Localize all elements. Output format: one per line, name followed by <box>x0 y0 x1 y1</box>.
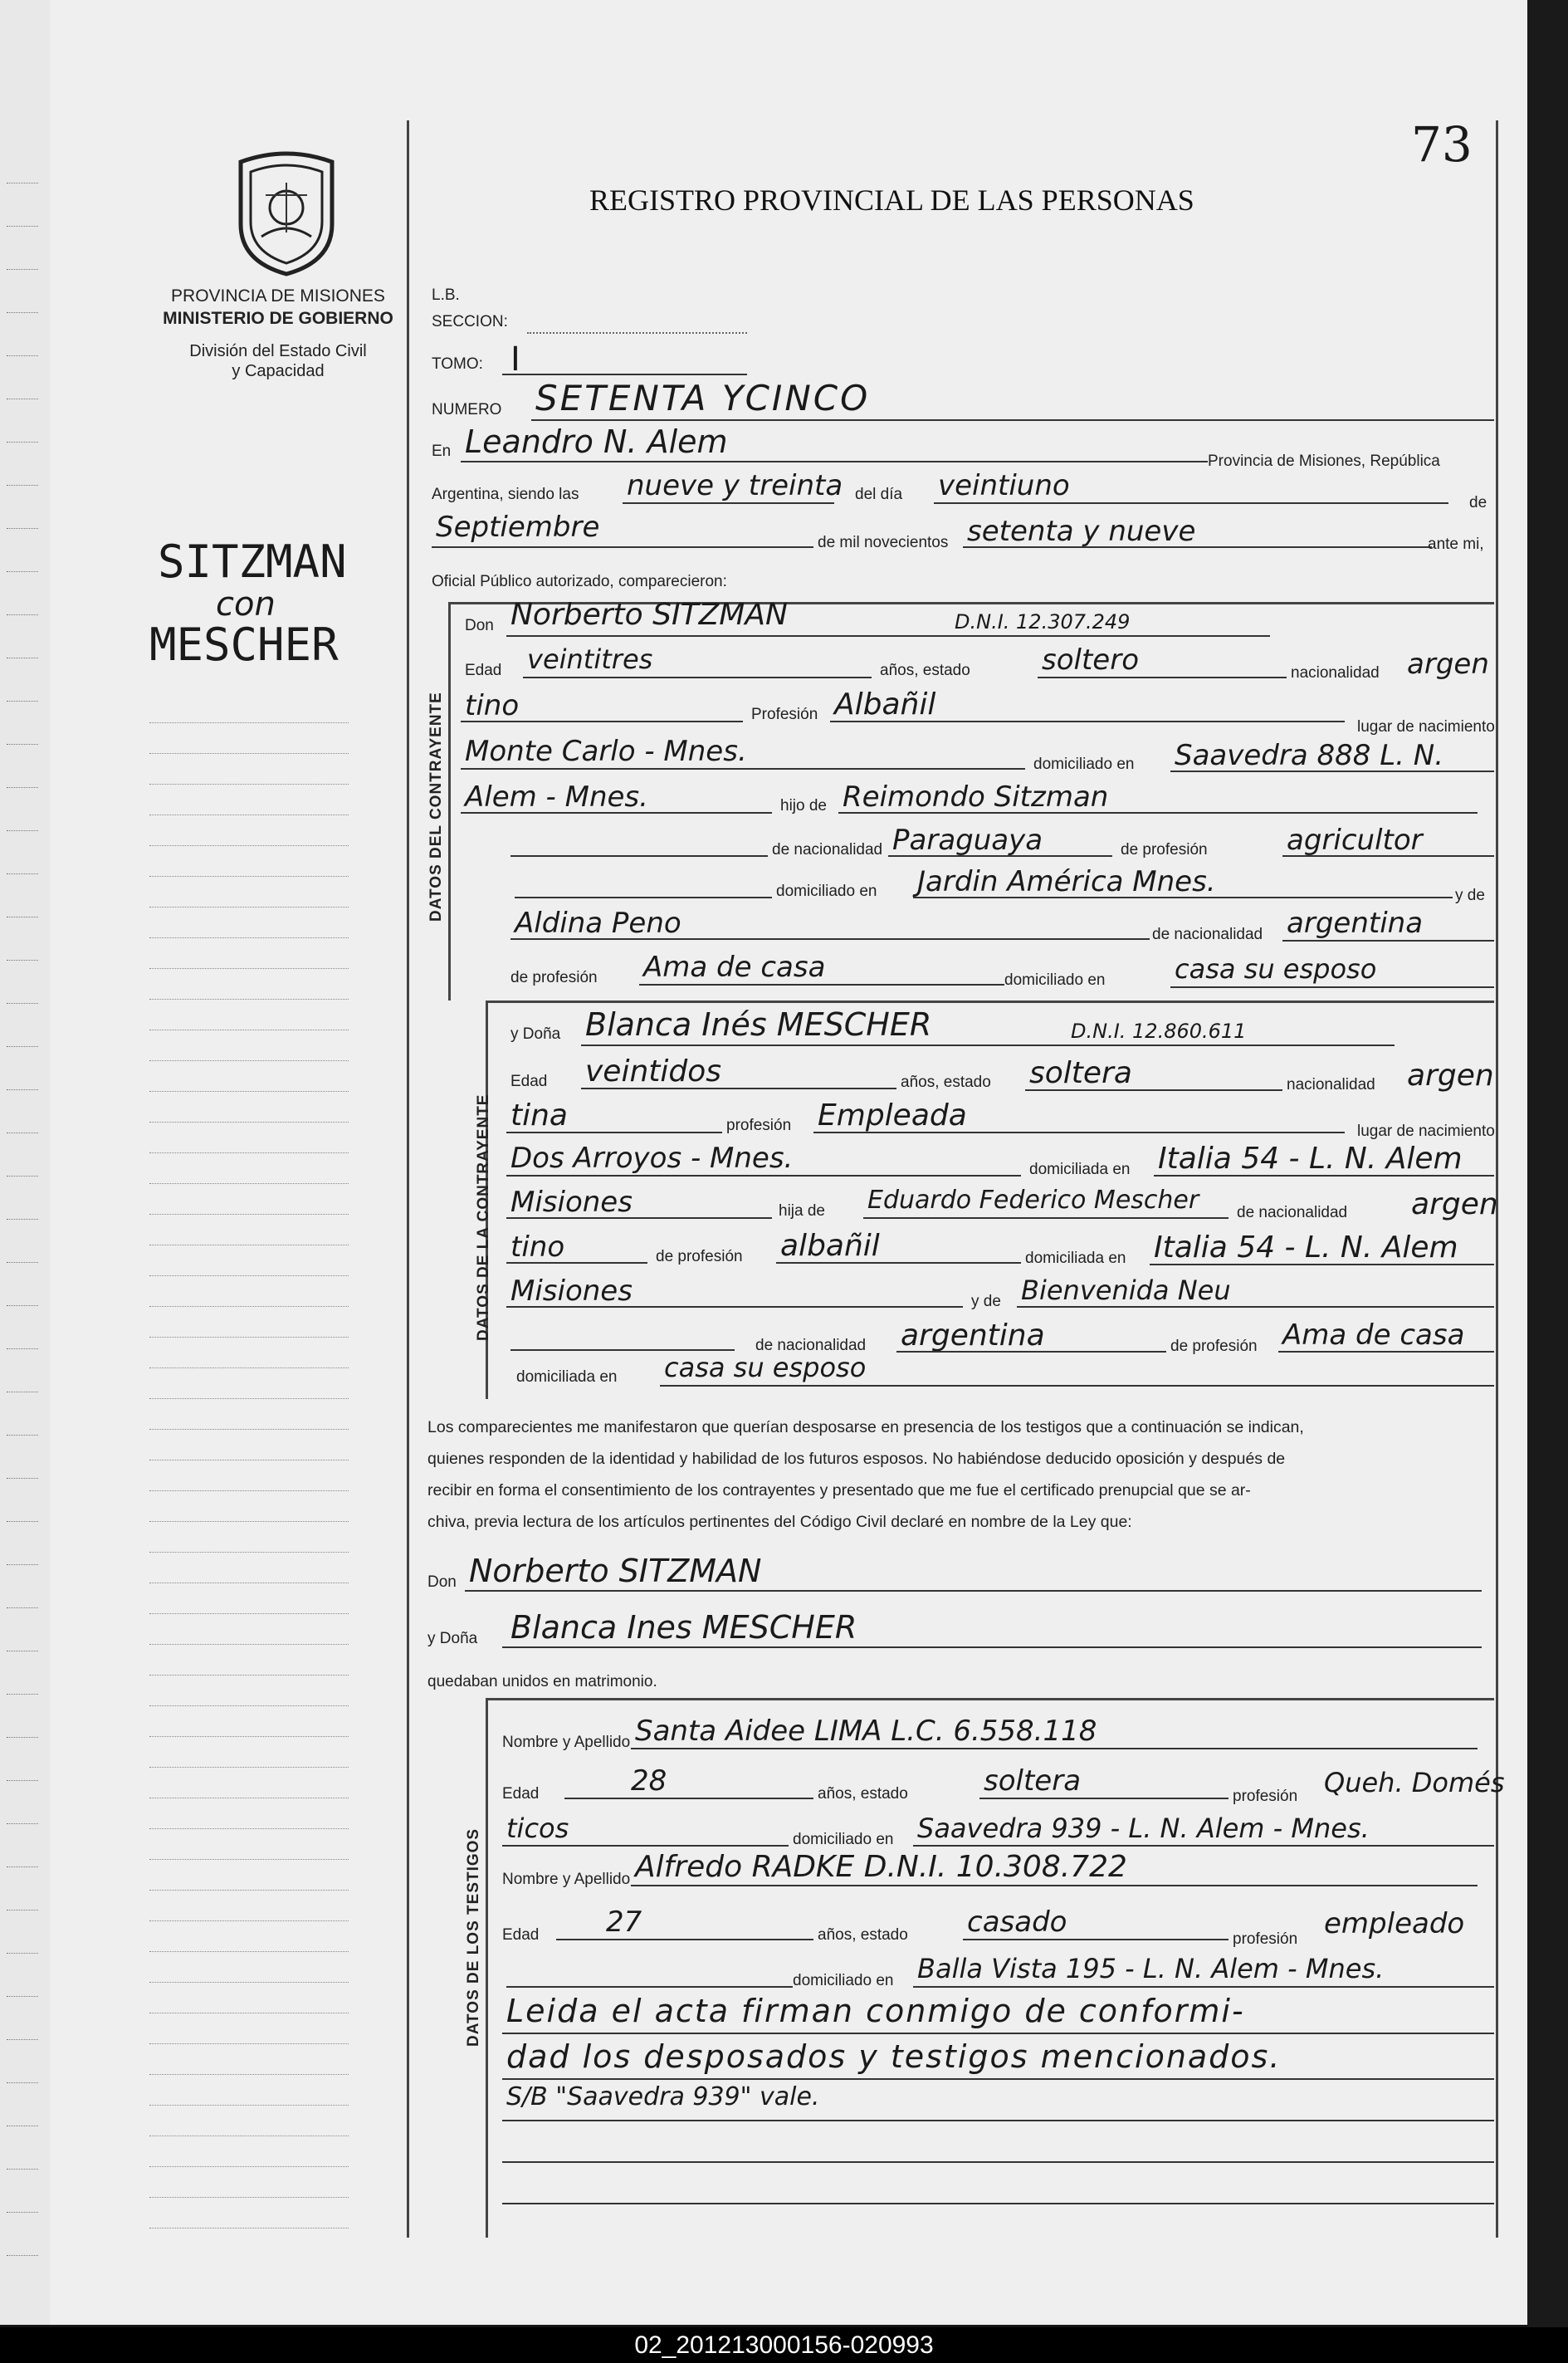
margin-ruled-line <box>149 1890 349 1891</box>
edge-ruled-line <box>7 1046 38 1047</box>
edge-ruled-line <box>7 701 38 702</box>
closing-note-2: dad los desposados y testigos mencionados. <box>506 2038 1282 2075</box>
edge-ruled-line <box>7 2255 38 2256</box>
edge-ruled-line <box>7 1823 38 1824</box>
groom-profesion-label: Profesión <box>751 706 818 723</box>
witness1-domiciliado-label: domiciliado en <box>793 1831 894 1848</box>
margin-ruled-line <box>149 1951 349 1952</box>
groom-de-profesion-label: de profesión <box>1121 841 1208 859</box>
groom-de-nacionalidad-label: de nacionalidad <box>772 841 883 859</box>
declaration-line-4: chiva, previa lectura de los artículos pertinentes del Código Civil declaré en nombre de la Ley que: <box>427 1513 1132 1531</box>
witness2-edad-label: Edad <box>502 1926 540 1944</box>
margin-ruled-line <box>149 1091 349 1092</box>
margin-ruled-line <box>149 1490 349 1491</box>
bride-nacionalidad-a: argen <box>1407 1059 1494 1093</box>
bride-lugar: Dos Arroyos - Mnes. <box>510 1142 794 1175</box>
edge-ruled-line <box>7 1262 38 1263</box>
groom-padre: Reimondo Sitzman <box>843 780 1109 814</box>
witness1-profesion-b: ticos <box>506 1813 569 1844</box>
bride-madre-domicilio: casa su esposo <box>664 1352 867 1383</box>
bride-anos-estado: años, estado <box>901 1074 991 1091</box>
bride-padre-dom-line <box>1150 1264 1494 1265</box>
edge-ruled-line <box>7 1607 38 1608</box>
declaration-line-3: recibir en forma el consentimiento de los contrayentes y presentado que me fue el certificado prenupcial que se ar- <box>427 1481 1251 1500</box>
main-divider <box>407 120 409 2238</box>
anio-line <box>963 546 1432 548</box>
witness2-domiciliado-label: domiciliado en <box>793 1972 894 1989</box>
margin-ruled-line <box>149 1152 349 1153</box>
groom-madre: Aldina Peno <box>515 907 681 940</box>
bride-domicilio-b-line <box>506 1217 772 1219</box>
page-number: 73 <box>1411 116 1473 173</box>
margin-ruled-line <box>149 2074 349 2075</box>
margin-note-bride: MESCHER <box>149 619 339 671</box>
witness2-dom-pre-line <box>506 1986 793 1988</box>
bride-madre-dom-line <box>660 1385 1494 1387</box>
margin-ruled-line <box>149 1060 349 1061</box>
edge-ruled-line <box>7 2169 38 2170</box>
bride-edad-line <box>581 1088 896 1089</box>
bride-padre-prof-line <box>776 1262 1021 1264</box>
register-sheet <box>50 0 1527 2325</box>
groom-padre-dom-pre <box>515 897 772 898</box>
witness-side-label: DATOS DE LOS TESTIGOS <box>465 1827 482 2047</box>
witness2-domicilio: Balla Vista 195 - L. N. Alem - Mnes. <box>917 1953 1385 1984</box>
bride-padre-line <box>863 1217 1229 1219</box>
binding-edge <box>1527 0 1568 2327</box>
margin-ruled-line <box>149 1306 349 1307</box>
bride-profesion-label: profesión <box>726 1117 792 1134</box>
edge-ruled-line <box>7 1003 38 1004</box>
closing-note-1: Leida el acta firman conmigo de conformi- <box>506 1993 1245 2029</box>
groom-madre-profesion: Ama de casa <box>643 951 826 984</box>
bride-madre-nac-line <box>896 1351 1166 1353</box>
en-value: Leandro N. Alem <box>465 423 728 460</box>
de-label: de <box>1469 494 1487 511</box>
margin-ruled-line <box>149 845 349 846</box>
edge-ruled-line <box>7 1176 38 1177</box>
witness-block-top <box>486 1698 1494 1700</box>
edge-ruled-line <box>7 1996 38 1997</box>
margin-ruled-line <box>149 1644 349 1645</box>
witness2-anos-estado: años, estado <box>818 1926 908 1944</box>
provincial-seal-icon <box>224 145 349 278</box>
bride-name-line <box>581 1045 1395 1046</box>
right-border <box>1496 120 1498 2238</box>
groom-padre-nacionalidad: Paraguaya <box>892 824 1043 857</box>
bride-estado: soltera <box>1029 1056 1132 1090</box>
witness1-edad-label: Edad <box>502 1785 540 1803</box>
witness1-nombre: Santa Aidee LIMA L.C. 6.558.118 <box>635 1715 1097 1748</box>
groom-padre-profesion: agricultor <box>1287 824 1423 857</box>
adjacent-page-edge <box>0 0 52 2325</box>
margin-ruled-line <box>149 2105 349 2106</box>
edge-ruled-line <box>7 744 38 745</box>
declaration-dona-value: Blanca Ines MESCHER <box>510 1609 857 1646</box>
edge-ruled-line <box>7 355 38 356</box>
edge-ruled-line <box>7 1219 38 1220</box>
declaration-line-1: Los comparecientes me manifestaron que querían desposarse en presencia de los testigos que a continuación se indican, <box>427 1418 1304 1436</box>
margin-ruled-line <box>149 1613 349 1614</box>
bride-madre-pre-line <box>510 1349 735 1351</box>
groom-padre-prof-line <box>1282 855 1494 857</box>
bride-de-profesion-label: de profesión <box>656 1248 743 1265</box>
groom-edad: veintitres <box>527 643 653 675</box>
margin-ruled-line <box>149 1828 349 1829</box>
bride-profesion-line <box>813 1132 1345 1133</box>
groom-estado-line <box>1038 677 1287 678</box>
groom-anos-estado: años, estado <box>880 662 970 679</box>
closing-note-3-line <box>502 2120 1494 2121</box>
bride-dni: D.N.I. 12.860.611 <box>1071 1020 1247 1043</box>
bride-de-nacionalidad-label: de nacionalidad <box>1237 1204 1348 1221</box>
witness2-dom-line <box>913 1986 1494 1988</box>
bride-padre-profesion: albañil <box>780 1229 880 1263</box>
en-line <box>461 461 1208 462</box>
margin-note-con: con <box>216 585 276 624</box>
bride-padre-domicilio-b: Misiones <box>510 1274 633 1308</box>
margin-ruled-line <box>149 1183 349 1184</box>
ministry-name: MINISTERIO DE GOBIERNO <box>163 309 393 328</box>
witness1-edad: 28 <box>631 1764 667 1798</box>
closing-note-1-line <box>502 2033 1494 2034</box>
mes-value: Septiembre <box>436 511 600 544</box>
witness2-nombre-line <box>631 1885 1478 1886</box>
seccion-label: SECCION: <box>432 313 508 330</box>
bride-profesion: Empleada <box>818 1098 967 1133</box>
witness1-nombre-line <box>631 1748 1478 1749</box>
witness2-nombre: Alfredo RADKE D.N.I. 10.308.722 <box>635 1850 1127 1884</box>
groom-edad-label: Edad <box>465 662 502 679</box>
edge-ruled-line <box>7 1435 38 1436</box>
bride-madre-line <box>1017 1306 1494 1308</box>
edge-ruled-line <box>7 960 38 961</box>
witness2-profesion: empleado <box>1324 1907 1465 1940</box>
margin-ruled-line <box>149 1122 349 1123</box>
groom-madre-nac-line <box>1282 940 1494 942</box>
margin-ruled-line <box>149 937 349 938</box>
bride-padre-dom-b-line <box>506 1306 963 1308</box>
groom-padre-line2 <box>510 855 768 857</box>
groom-profesion-line <box>830 721 1345 722</box>
margin-ruled-line <box>149 1920 349 1921</box>
bride-domicilio-line <box>1154 1175 1494 1177</box>
margin-ruled-line <box>149 876 349 877</box>
edge-ruled-line <box>7 1564 38 1565</box>
groom-padre-nac-line <box>888 855 1112 857</box>
margin-ruled-line <box>149 1705 349 1706</box>
margin-ruled-line <box>149 753 349 754</box>
groom-nacionalidad-a: argen <box>1407 648 1489 681</box>
bride-side-label: DATOS DE LA CONTRAYENTE <box>475 1093 492 1341</box>
bride-madre-nac-label: de nacionalidad <box>755 1337 867 1354</box>
edge-ruled-line <box>7 830 38 831</box>
edge-ruled-line <box>7 2039 38 2040</box>
witness1-dom-line <box>913 1845 1494 1847</box>
groom-madre-domiciliado-label: domiciliado en <box>1004 971 1106 989</box>
witness2-nombre-label: Nombre y Apellido <box>502 1871 631 1888</box>
bride-madre-prof-line <box>1278 1351 1494 1353</box>
bride-nacionalidad-label: nacionalidad <box>1287 1076 1375 1093</box>
numero-label: NUMERO <box>432 401 502 418</box>
margin-ruled-line <box>149 1767 349 1768</box>
margin-ruled-line <box>149 1552 349 1553</box>
edge-ruled-line <box>7 571 38 572</box>
division-capacity: y Capacidad <box>232 362 325 380</box>
tomo-line <box>502 374 747 375</box>
bride-madre-prof-label: de profesión <box>1170 1338 1258 1355</box>
groom-lugar: Monte Carlo - Mnes. <box>465 735 747 768</box>
bride-padre-domiciliada-label: domiciliada en <box>1025 1250 1126 1267</box>
closing-note-3: S/B "Saavedra 939" vale. <box>506 2082 820 2111</box>
witness1-domicilio: Saavedra 939 - L. N. Alem - Mnes. <box>917 1813 1370 1844</box>
groom-madre-line <box>510 938 1150 940</box>
witness1-anos-estado: años, estado <box>818 1785 908 1803</box>
edge-ruled-line <box>7 1089 38 1090</box>
declaration-don-label: Don <box>427 1573 457 1591</box>
seccion-line <box>527 332 747 334</box>
bride-domicilio-a: Italia 54 - L. N. Alem <box>1158 1142 1463 1176</box>
groom-nacionalidad-b: tino <box>465 689 520 722</box>
groom-nac-line <box>461 721 743 722</box>
edge-ruled-line <box>7 269 38 270</box>
witness2-estado: casado <box>967 1906 1067 1939</box>
groom-padre-domicilio: Jardin América Mnes. <box>917 865 1216 898</box>
margin-ruled-line <box>149 1675 349 1676</box>
margin-ruled-line <box>149 784 349 785</box>
edge-ruled-line <box>7 2082 38 2083</box>
bride-madre: Bienvenida Neu <box>1021 1274 1231 1306</box>
bride-hija-label: hija de <box>779 1202 825 1220</box>
provincia-text: Provincia de Misiones, República <box>1208 453 1440 470</box>
bride-padre: Eduardo Federico Mescher <box>867 1186 1199 1215</box>
dia-line <box>934 502 1448 504</box>
witness-block-left <box>486 1698 488 2238</box>
groom-edad-line <box>523 677 872 678</box>
groom-padre-domiciliado-label: domiciliado en <box>776 883 877 900</box>
ante-mi: ante mi, <box>1428 536 1484 553</box>
margin-ruled-line <box>149 1982 349 1983</box>
groom-dni: D.N.I. 12.307.249 <box>955 610 1131 634</box>
margin-ruled-line <box>149 2197 349 2198</box>
edge-ruled-line <box>7 1737 38 1738</box>
edge-ruled-line <box>7 1953 38 1954</box>
del-dia-label: del día <box>855 486 903 503</box>
hora-value: nueve y treinta <box>627 469 843 502</box>
margin-ruled-line <box>149 2043 349 2044</box>
lb-label: L.B. <box>432 286 460 304</box>
declaration-don-value: Norberto SITZMAN <box>469 1553 762 1589</box>
margin-ruled-line <box>149 1275 349 1276</box>
bride-madre-nacionalidad: argentina <box>901 1318 1045 1353</box>
witness1-profesion-label: profesión <box>1233 1788 1298 1805</box>
groom-padre-line <box>838 812 1478 814</box>
groom-lugar-line <box>461 768 1025 770</box>
margin-ruled-line <box>149 722 349 723</box>
en-label: En <box>432 443 452 460</box>
edge-ruled-line <box>7 1694 38 1695</box>
margin-ruled-line <box>149 1429 349 1430</box>
witness2-estado-line <box>963 1939 1229 1940</box>
edge-ruled-line <box>7 442 38 443</box>
closing-note-2-line <box>502 2078 1494 2080</box>
tomo-value: I <box>510 340 520 379</box>
bride-padre-nac-line <box>506 1262 647 1264</box>
groom-estado: soltero <box>1042 643 1139 677</box>
file-id-caption: 02_201213000156-020993 <box>0 2327 1568 2363</box>
edge-ruled-line <box>7 485 38 486</box>
edge-ruled-line <box>7 1478 38 1479</box>
bride-name: Blanca Inés MESCHER <box>585 1006 932 1043</box>
bride-padre-nacionalidad-b: tino <box>510 1230 565 1264</box>
witness1-estado: soltera <box>984 1764 1082 1798</box>
margin-ruled-line <box>149 1521 349 1522</box>
groom-name-line <box>506 635 1270 637</box>
margin-ruled-line <box>149 1859 349 1860</box>
edge-ruled-line <box>7 312 38 313</box>
groom-domiciliado-label: domiciliado en <box>1033 756 1135 773</box>
edge-ruled-line <box>7 873 38 874</box>
margin-note-groom: SITZMAN <box>158 536 347 588</box>
groom-nacionalidad-label: nacionalidad <box>1291 664 1380 682</box>
declaration-closing: quedaban unidos en matrimonio. <box>427 1673 657 1690</box>
edge-ruled-line <box>7 1521 38 1522</box>
bride-block-top <box>486 1000 1494 1003</box>
hora-line <box>623 502 834 504</box>
declaration-line-2: quienes responden de la identidad y habilidad de los futuros esposos. No habiéndose deducido oposición y después de <box>427 1450 1286 1468</box>
groom-side-label: DATOS DEL CONTRAYENTE <box>427 692 445 922</box>
groom-profesion: Albañil <box>834 687 936 722</box>
page-title: REGISTRO PROVINCIAL DE LAS PERSONAS <box>589 183 1194 217</box>
division-name: División del Estado Civil <box>189 342 367 360</box>
mes-line <box>432 546 813 548</box>
bride-lugar-line <box>506 1175 1021 1177</box>
edge-ruled-line <box>7 2212 38 2213</box>
tomo-label: TOMO: <box>432 355 483 373</box>
bride-nac-line <box>506 1132 722 1133</box>
edge-ruled-line <box>7 528 38 529</box>
groom-madre-domicilio: casa su esposo <box>1175 953 1377 985</box>
de-mil-label: de mil novecientos <box>818 534 949 551</box>
groom-lugar-label: lugar de nacimiento <box>1357 718 1495 736</box>
bride-padre-domicilio-a: Italia 54 - L. N. Alem <box>1154 1230 1458 1265</box>
blank-line-1 <box>502 2161 1494 2163</box>
groom-madre-prof-line <box>639 984 1004 986</box>
blank-line-2 <box>502 2203 1494 2204</box>
edge-ruled-line <box>7 787 38 788</box>
groom-madre-dom-line <box>1170 986 1494 988</box>
numero-value: SETENTA YCINCO <box>535 378 871 418</box>
edge-ruled-line <box>7 226 38 227</box>
margin-ruled-line <box>149 999 349 1000</box>
witness1-estado-line <box>979 1798 1229 1799</box>
witness2-edad-line <box>556 1939 813 1940</box>
bride-dona-label: y Doña <box>510 1025 561 1043</box>
groom-don-label: Don <box>465 617 494 634</box>
groom-domicilio-line <box>1170 771 1494 772</box>
bride-y-de: y de <box>971 1293 1001 1310</box>
declaration-don-line <box>465 1590 1482 1592</box>
groom-y-de: y de <box>1455 887 1485 904</box>
margin-ruled-line <box>149 1214 349 1215</box>
margin-ruled-line <box>149 907 349 908</box>
margin-ruled-line <box>149 1398 349 1399</box>
witness2-edad: 27 <box>606 1906 642 1939</box>
bride-domiciliada-label: domiciliada en <box>1029 1161 1131 1178</box>
edge-ruled-line <box>7 1348 38 1349</box>
margin-ruled-line <box>149 2166 349 2167</box>
bride-nacionalidad-b: tina <box>510 1098 568 1133</box>
province-name: PROVINCIA DE MISIONES <box>171 286 385 306</box>
margin-ruled-line <box>149 968 349 969</box>
groom-block-left <box>448 602 451 1000</box>
bride-madre-profesion: Ama de casa <box>1282 1318 1465 1352</box>
edge-ruled-line <box>7 614 38 615</box>
bride-edad-label: Edad <box>510 1073 548 1090</box>
groom-domicilio-a: Saavedra 888 L. N. <box>1175 739 1443 772</box>
bride-edad: veintidos <box>585 1054 722 1089</box>
groom-domicilio-b: Alem - Mnes. <box>465 780 648 814</box>
edge-ruled-line <box>7 1780 38 1781</box>
bride-estado-line <box>1025 1089 1282 1091</box>
witness1-nombre-label: Nombre y Apellido <box>502 1734 631 1751</box>
bride-domicilio-b: Misiones <box>510 1186 633 1219</box>
witness1-edad-line <box>564 1798 813 1799</box>
margin-ruled-line <box>149 1337 349 1338</box>
witness1-prof-line <box>502 1845 789 1847</box>
groom-madre-prof-label: de profesión <box>510 969 598 986</box>
declaration-dona-line <box>502 1646 1482 1648</box>
groom-madre-nacionalidad: argentina <box>1287 907 1424 940</box>
groom-madre-nac-label: de nacionalidad <box>1152 926 1263 943</box>
numero-line <box>531 419 1494 421</box>
groom-padre-dom-line <box>913 897 1453 898</box>
edge-ruled-line <box>7 1866 38 1867</box>
declaration-dona-label: y Doña <box>427 1630 478 1647</box>
oficial-text: Oficial Público autorizado, comparecieron: <box>432 573 727 590</box>
groom-hijo-label: hijo de <box>780 797 827 815</box>
witness1-profesion-a: Queh. Domés <box>1324 1767 1505 1798</box>
witness2-profesion-label: profesión <box>1233 1930 1298 1948</box>
bride-lugar-label: lugar de nacimiento <box>1357 1123 1495 1140</box>
margin-ruled-line <box>149 1367 349 1368</box>
anio-value: setenta y nueve <box>967 515 1196 548</box>
edge-ruled-line <box>7 1305 38 1306</box>
groom-name: Norberto SITZMAN <box>510 598 788 632</box>
dia-value: veintiuno <box>938 469 1070 502</box>
argentina-text: Argentina, siendo las <box>432 486 579 503</box>
margin-ruled-line <box>149 1736 349 1737</box>
groom-domicilio-b-line <box>461 812 772 814</box>
bride-madre-domiciliada-label: domiciliada en <box>516 1368 618 1386</box>
bride-padre-nacionalidad-a: argen <box>1411 1187 1498 1221</box>
